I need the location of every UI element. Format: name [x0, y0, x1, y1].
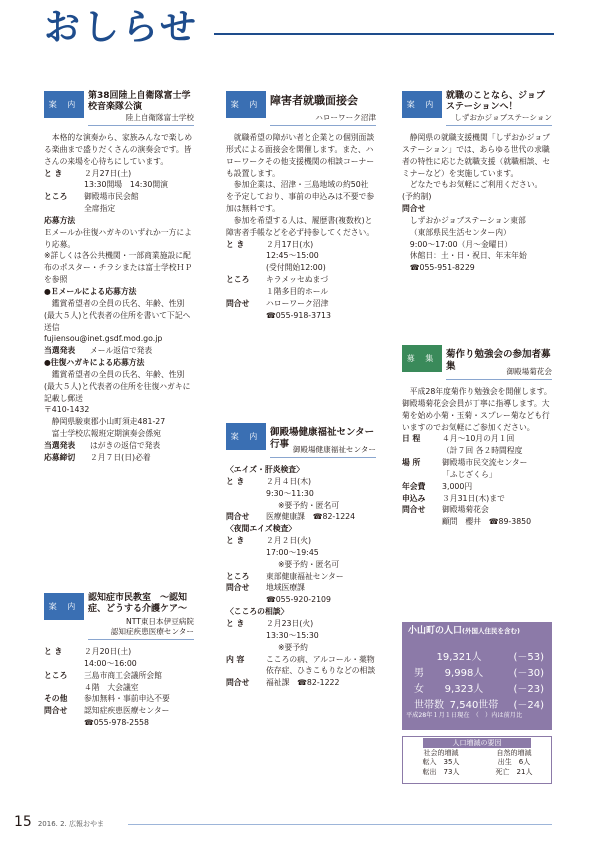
social-increase: 社会的増減 転入 35人 転出 73人	[422, 749, 460, 776]
header-rule	[446, 125, 552, 126]
info-text: 鑑賞希望者の全員の氏名、年齢、性別(最大５人)と代表者の住所を往復ハガキに記載し郵送	[44, 369, 191, 403]
info-text: 13:30～15:30	[266, 630, 319, 640]
info-text: (受付開始12:00)	[266, 263, 326, 273]
info-text: 14:00～16:00	[84, 658, 137, 668]
population-household-row: 世帯数 7,540世帯 (－24)	[414, 700, 544, 711]
page-title: おしらせ	[44, 7, 199, 48]
info-row: 応募締切 ２月７日(日)必着	[44, 452, 151, 462]
population-female-row: 女 9,323人 (－23)	[414, 684, 544, 695]
info-row: ところ キラメッセぬまづ	[226, 275, 329, 285]
notice-header	[226, 418, 376, 458]
info-row: 問合せ ハローワーク沼津	[226, 298, 329, 308]
issue-label: 2016. 2. 広報おやま	[37, 820, 104, 828]
section-heading: 問合せ	[402, 204, 426, 214]
notice-title: 認知症市民教室 ～認知症、どうする介護ケア～	[88, 593, 188, 615]
population-box	[402, 622, 552, 730]
info-row: 申込み ３月31日(木)まで	[402, 493, 505, 503]
info-row: 内 容 こころの病、アルコール・薬物依存症、ひきこもりなどの相談	[226, 654, 376, 676]
population-title-note: (外国人住民を含む)	[462, 627, 520, 635]
info-text: 全席指定	[84, 204, 116, 214]
info-row: 当選発表 はがきの返信で発表	[44, 440, 161, 450]
info-row: その他 参加無料・事前申込不要	[44, 694, 170, 704]
column-3	[402, 86, 552, 274]
info-text: 13:30開場 14:30開演	[84, 180, 168, 190]
info-row: 場 所 御殿場市民交流センター	[402, 458, 528, 468]
postal-code: 〒410-1432	[44, 405, 90, 415]
phone: ☎055-951-8229	[409, 263, 475, 273]
notice-org: 陸上自衛隊富士学校	[125, 113, 194, 123]
email-address: fujiensou@inet.gsdf.mod.go.jp	[44, 334, 163, 344]
increase-title: 人口増減の要因	[423, 738, 531, 748]
category-tag: 案 内	[226, 91, 266, 118]
note-text: ※要予約・匿名可	[278, 559, 340, 569]
info-row: と き ２月27日(土)	[44, 168, 132, 178]
column-1b	[44, 588, 194, 729]
info-text: Ｅメールか往復ハガキのいずれか一方により応募。	[44, 227, 192, 249]
notice-title: 第38回陸上自衛隊富士学校音楽隊公演	[88, 91, 191, 113]
notice-intro: 就職希望の障がい者と企業との個別面談形式による面接会を開催します。また、ハローワークその他支援機関の相談コーナーも設置します。	[226, 133, 375, 178]
population-male-row: 男 9,998人 (－30)	[414, 668, 544, 679]
column-2	[226, 86, 376, 322]
category-tag: 募 集	[402, 345, 442, 372]
contact-text: 9:00～17:00（月～金曜日）	[409, 239, 513, 249]
notice-org: しずおかジョブステーション	[454, 113, 552, 123]
header-rule	[88, 125, 194, 126]
info-row: と き ２月２日(火)	[226, 536, 312, 546]
notice-header	[402, 86, 552, 126]
page-number: 15	[14, 814, 32, 830]
info-text: １階多目的ホール	[266, 286, 329, 296]
info-row: 問合せ 医療健康課 ☎82-1224	[226, 512, 356, 522]
header-rule	[270, 457, 376, 458]
phone: ☎055-918-3713	[266, 310, 331, 320]
note-text: ※要予約	[278, 642, 308, 652]
notice-org: 認知症疾患医療センター	[110, 627, 194, 637]
category-tag: 案 内	[44, 91, 84, 118]
notice-org: NTT東日本伊豆病院	[126, 617, 194, 627]
notice-title: 菊作り勉強会の参加者募集	[446, 349, 551, 372]
info-row: ところ 東部健康福祉センター	[226, 571, 344, 581]
notice-org: 御殿場菊花会	[506, 367, 552, 377]
info-row: ところ 三島市商工会議所会館	[44, 670, 162, 680]
category-tag: 案 内	[226, 423, 266, 450]
notice-title: 障害者就職面接会	[270, 94, 358, 107]
address: 富士学校広報班定期演奏会係宛	[51, 429, 161, 439]
info-text: 「ふじざくら」	[442, 469, 497, 479]
notice-intro: 静岡県の就職支援機関「しずおかジョブステーション」では、あらゆる世代の求職者の特性に応じた就職支援（就職相談、セミナーなど）を実施しています。	[402, 133, 551, 178]
natural-increase: 自然的増減 出生 6人 死亡 21人	[495, 749, 533, 776]
info-text: 9:30～11:30	[266, 488, 314, 498]
notice-title: 御殿場健康福祉センター行事	[270, 427, 375, 450]
info-text: ４階 大会議室	[84, 682, 139, 692]
info-row: と き ２月20日(土)	[44, 647, 132, 656]
info-row: 当選発表 メール返信で発表	[44, 346, 153, 356]
contact-text: （東部県民生活センター内）	[409, 227, 511, 237]
section-heading: 応募方法	[44, 215, 76, 225]
population-note: 平成28年１月１日現在 （ ）内は前月比	[406, 712, 523, 719]
section-heading: ●Ｅメールによる応募方法	[44, 286, 137, 296]
info-row: 年会費 3,000円	[402, 481, 473, 491]
footer-rule	[128, 824, 552, 825]
section-heading: 〈こころの相談〉	[226, 607, 289, 617]
header-rule	[88, 639, 194, 640]
phone: ☎055-978-2558	[84, 718, 149, 728]
info-row: と き ２月４日(木)	[226, 476, 312, 486]
footer	[14, 812, 104, 833]
column-2b	[226, 418, 376, 689]
header-rule	[446, 379, 552, 380]
note-text: ※要予約・匿名可	[278, 500, 340, 510]
info-row: 日 程 ４月～10月の月１回	[402, 434, 515, 444]
notice-org: 御殿場健康福祉センター	[292, 445, 376, 455]
population-title: 小山町の人口(外国人住民を含む)	[408, 626, 520, 636]
info-row: 問合せ 御殿場菊花会	[402, 505, 489, 515]
column-1	[44, 86, 194, 464]
notice-text: 参加企業は、沼津・三島地域の約50社を予定しており、事前の申込みは不要で参加は無料です。	[226, 180, 375, 214]
info-row: 問合せ 認知症疾患医療センター	[44, 706, 170, 716]
notice-title: 就職のことなら、ジョブステーションへ！	[446, 91, 545, 113]
info-row: 問合せ 福祉課 ☎82-1222	[226, 678, 340, 688]
info-text: 鑑賞希望者の全員の氏名、年齢、性別(最大５人)と代表者の住所を書いて下記へ送信	[44, 298, 191, 332]
notice-header	[44, 588, 194, 640]
title-rule	[214, 33, 554, 35]
category-tag: 案 内	[402, 91, 442, 118]
info-row: 問合せ 地域医療課	[226, 583, 305, 593]
notice-org: ハローワーク沼津	[315, 113, 376, 123]
category-tag: 案 内	[44, 593, 84, 620]
notice-intro: 本格的な演奏から、家族みんなで楽しめる楽曲まで盛りだくさんの演奏会です。皆さんの来場を心待ちにしています。	[44, 133, 193, 166]
population-rows	[414, 650, 544, 714]
info-text: （計７回 各２時間程度	[442, 446, 523, 456]
phone: 顧問 櫻井 ☎89-3850	[442, 517, 532, 527]
contact-text: しずおかジョブステーション東部	[409, 215, 526, 225]
section-heading: 〈エイズ・肝炎検査〉	[226, 465, 304, 474]
notice-header	[44, 86, 194, 126]
info-row: と き ２月23日(火)	[226, 618, 314, 628]
notice-intro: 平成28年度菊作り勉強会を開催します。御殿場菊花会会員が丁寧に指導します。大菊を始め小菊・玉菊・スプレー菊なども行いますのでお気軽にご参加ください。	[402, 387, 552, 432]
phone: ☎055-920-2109	[266, 595, 331, 605]
info-text: 17:00～19:45	[266, 547, 319, 557]
column-3b	[402, 340, 552, 528]
header-rule	[270, 125, 376, 126]
increase-box	[402, 736, 552, 784]
section-heading: ●往復ハガキによる応募方法	[44, 358, 145, 368]
notice-text: 参加を希望する人は、履歴書(複数枚)と障害者手帳などを必ず持参してください。	[226, 215, 375, 237]
contact-text: 休館日：土・日・祝日、年末年始	[409, 251, 527, 261]
note-text: ※詳しくは各公共機関・一部商業施設に配布のポスター・チラシまたは富士学校ＨＰを参照	[44, 251, 193, 285]
population-total-row: 19,321人 (－53)	[436, 652, 544, 663]
notice-header	[226, 86, 376, 126]
info-row: ところ 御殿場市民会館	[44, 192, 139, 202]
info-row: と き ２月17日(水)	[226, 239, 314, 249]
section-heading: 〈夜間エイズ検査〉	[226, 524, 297, 534]
address: 静岡県駿東郡小山町須走481-27	[51, 417, 166, 427]
info-text: 12:45～15:00	[266, 251, 319, 261]
notice-text: どなたでもお気軽にご利用ください。(予約制)	[402, 180, 543, 202]
notice-header	[402, 340, 552, 380]
